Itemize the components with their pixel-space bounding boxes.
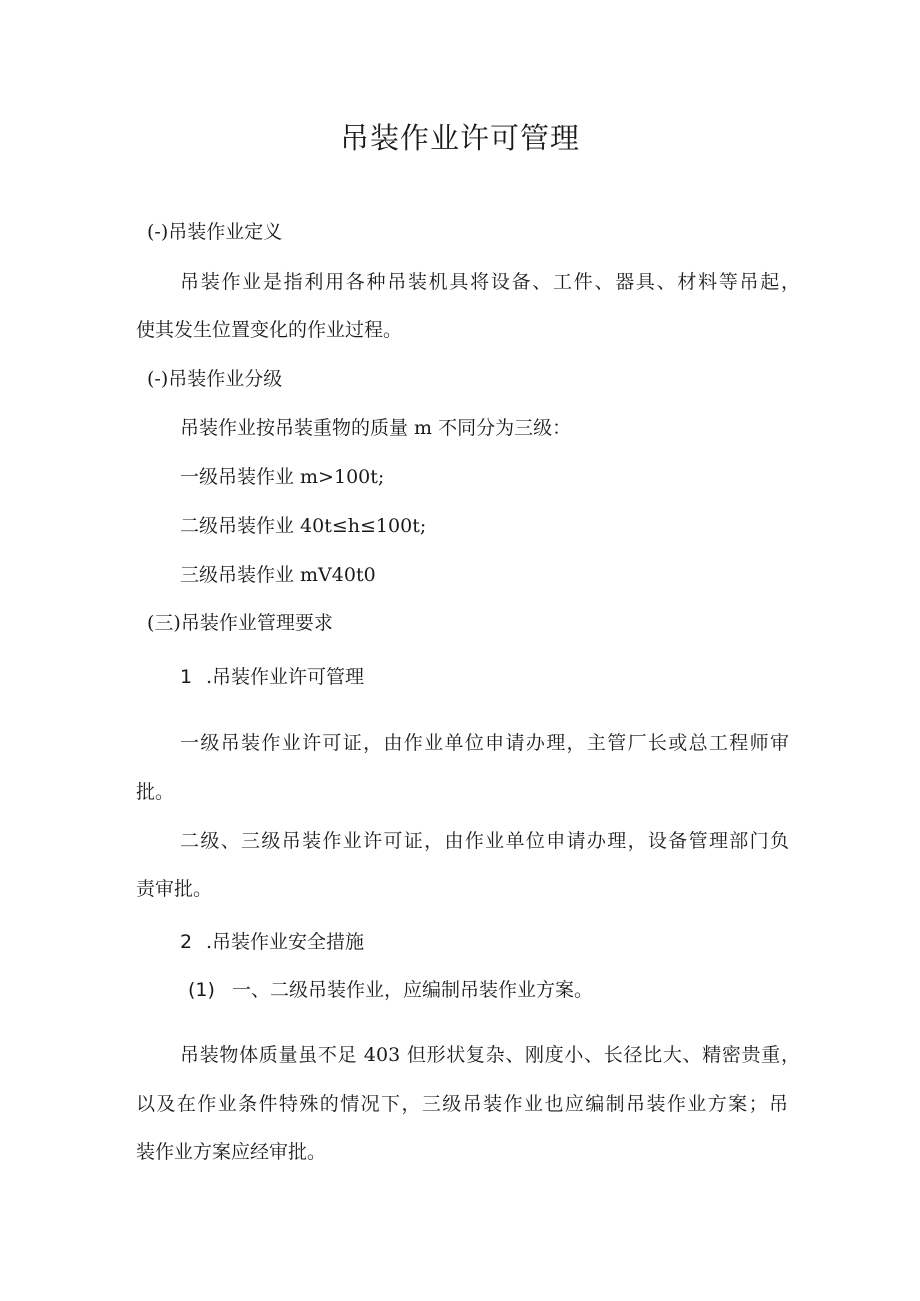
section-heading-classification: (-)吊装作业分级 (147, 368, 283, 390)
paragraph-level1-permit-line-2: 批。 (136, 781, 175, 803)
list-item-number: 1 (180, 666, 193, 688)
paragraph-definition-line-1: 吊装作业是指利用各种吊装机具将设备、工件、器具、材料等吊起， (180, 271, 800, 293)
paragraph-level23-permit-line-1: 二级、三级吊装作业许可证，由作业单位申请办理，设备管理部门负 (180, 830, 789, 852)
list-item-permit-management (180, 665, 364, 689)
list-item-safety-measures (180, 930, 364, 954)
paragraph-plan-line-2: 以及在作业条件特殊的情况下，三级吊装作业也应编制吊装作业方案；吊 (136, 1093, 788, 1115)
document-title: 吊装作业许可管理 (339, 121, 580, 155)
section-heading-management: (三)吊装作业管理要求 (147, 612, 333, 634)
sub-item-number: (1) (188, 979, 215, 1001)
list-item-number: 2 (180, 931, 193, 953)
paragraph-plan-line-3: 装作业方案应经审批。 (136, 1141, 327, 1163)
classification-level-1: 一级吊装作业 m>100t; (180, 466, 385, 488)
classification-level-2: 二级吊装作业 40t≤h≤100t; (180, 515, 427, 537)
section-heading-definition: (-)吊装作业定义 (147, 221, 283, 243)
paragraph-plan-line-1: 吊装物体质量虽不足 403 但形状复杂、刚度小、长径比大、精密贵重， (180, 1044, 800, 1066)
classification-intro: 吊装作业按吊装重物的质量 m 不同分为三级： (180, 417, 572, 439)
paragraph-level1-permit-line-1: 一级吊装作业许可证，由作业单位申请办理，主管厂长或总工程师审 (180, 732, 789, 754)
paragraph-level23-permit-line-2: 责审批。 (136, 878, 213, 900)
sub-item-plan-required (188, 978, 593, 1002)
list-item-title: .吊装作业安全措施 (206, 931, 365, 953)
paragraph-definition-line-2: 使其发生位置变化的作业过程。 (136, 319, 403, 341)
list-item-title: .吊装作业许可管理 (206, 666, 365, 688)
sub-item-text: 一、二级吊装作业，应编制吊装作业方案。 (232, 979, 594, 1001)
classification-level-3: 三级吊装作业 mV40t0 (180, 564, 376, 586)
